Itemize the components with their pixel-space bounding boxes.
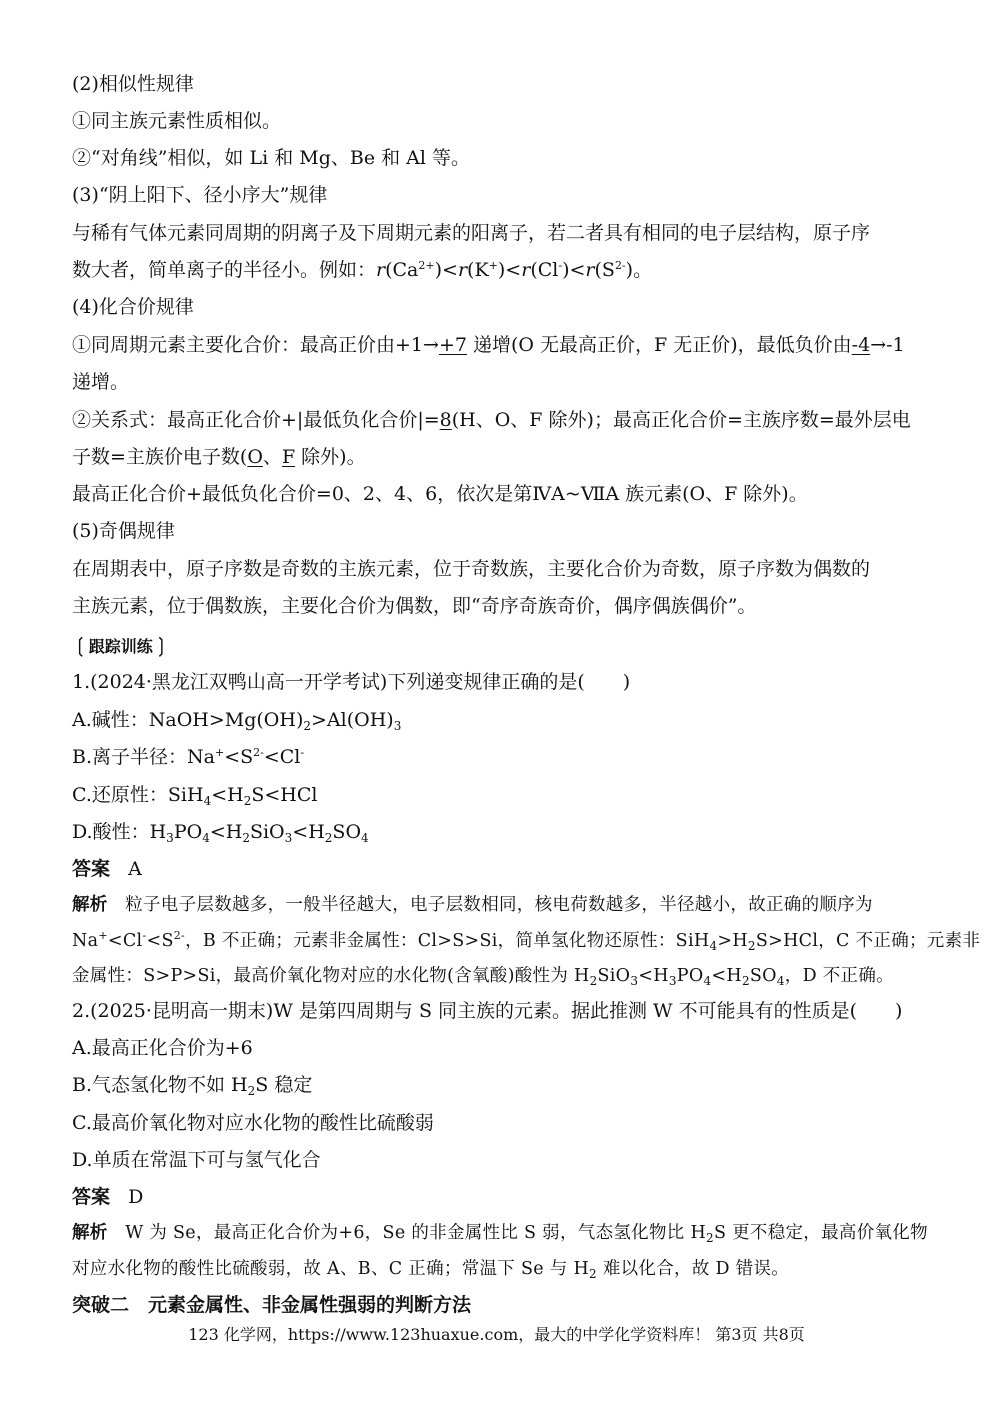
paragraph-valence-line1: ①同周期元素主要化合价：最高正价由+1→+7 递增(O 无最高正价，F 无正价)，最低负价由-4→-1: [72, 334, 905, 356]
paragraph-diagonal: ②“对角线”相似，如 Li 和 Mg、Be 和 Al 等。: [72, 147, 470, 169]
question-2-option-b: B.气态氢化物不如 $H_2S$ 稳定: [72, 1074, 313, 1098]
section-title-odd-even: (5)奇偶规律: [72, 520, 175, 542]
paragraph-valence-sum: 最高正化合价+最低负化合价=0、2、4、6，依次是第ⅣA~ⅦA 族元素(O、F 除外)。: [72, 483, 808, 505]
section-title-valence: (4)化合价规律: [72, 296, 194, 318]
question-1-explanation-line3: 金属性：S>P>Si，最高价氧化物对应的水化物(含氧酸)酸性为 $H_2SiO_3<H_3PO_4<H_2SO_4$，D 不正确。: [72, 966, 894, 988]
question-2-option-d: D.单质在常温下可与氢气化合: [72, 1149, 321, 1171]
question-1-stem: 1.(2024·黑龙江双鸭山高一开学考试)下列递变规律正确的是( ): [72, 671, 631, 693]
question-1-option-b: B.离子半径：$Na^+<S^{2-}<Cl^-$: [72, 746, 305, 768]
paragraph-odd-even-line1: 在周期表中，原子序数是奇数的主族元素，位于奇数族，主要化合价为奇数，原子序数为偶数的: [72, 558, 871, 580]
paragraph-valence-line2: 递增。: [72, 371, 130, 393]
paragraph-ion-radius-line2: 数大者，简单离子的半径小。例如：$r(Ca^{2+})<r(K^+)<r(Cl^-)<r(S^{2-})$。: [72, 259, 653, 281]
question-2-stem: 2.(2025·昆明高一期末)W 是第四周期与 S 同主族的元素。据此推测 W 不可能具有的性质是( ): [72, 1000, 903, 1022]
question-2-option-a: A.最高正化合价为+6: [72, 1037, 253, 1059]
paragraph-same-group: ①同主族元素性质相似。: [72, 110, 282, 132]
question-1-explanation-line2: $Na^+<Cl^-<S^{2-}$，B 不正确；元素非金属性：Cl>S>Si，简单氢化物还原性：$SiH_4>H_2S>HCl$，C 不正确；元素非: [72, 929, 981, 953]
page-footer: 123 化学网，https://www.123huaxue.com，最大的中学化学资料库！ 第3页 共8页: [188, 1325, 805, 1344]
practice-label: ❲跟踪训练❳: [72, 633, 170, 657]
paragraph-odd-even-line2: 主族元素，位于偶数族，主要化合价为偶数，即“奇序奇族奇价，偶序偶族偶价”。: [72, 595, 757, 617]
paragraph-relation-line2: 子数=主族价电子数(O、F 除外)。: [72, 446, 366, 468]
section-heading-breakthrough-2: 突破二 元素金属性、非金属性强弱的判断方法: [72, 1294, 472, 1316]
paragraph-ion-radius-line1: 与稀有气体元素同周期的阴离子及下周期元素的阳离子，若二者具有相同的电子层结构，原子序: [72, 222, 871, 244]
question-1-option-a: A.碱性：$NaOH>Mg(OH)_2>Al(OH)_3$: [72, 709, 402, 733]
paragraph-relation-line1: ②关系式：最高正化合价+|最低负化合价|=8(H、O、F 除外)；最高正化合价=主族序数=最外层电: [72, 409, 911, 431]
question-2-explanation-line1: 解析 W 为 Se，最高正化合价为+6，Se 的非金属性比 S 弱，气态氢化物比 $H_2S$ 更不稳定，最高价氧化物: [72, 1223, 928, 1245]
question-1-explanation-line1: 解析 粒子电子层数越多，一般半径越大，电子层数相同，核电荷数越多，半径越小，故正确的顺序为: [72, 895, 873, 915]
section-title-similarity: (2)相似性规律: [72, 73, 194, 95]
question-1-option-d: D.酸性：$H_3PO_4<H_2SiO_3<H_2SO_4$: [72, 821, 369, 845]
section-title-ion-radius: (3)“阴上阳下、径小序大”规律: [72, 184, 328, 206]
question-2-explanation-line2: 对应水化物的酸性比硫酸弱，故 A、B、C 正确；常温下 Se 与 $H_2$ 难以化合，故 D 错误。: [72, 1259, 790, 1281]
question-2-answer: 答案 D: [72, 1186, 144, 1208]
question-1-option-c: C.还原性：$SiH_4<H_2S<HCl$: [72, 784, 318, 808]
question-2-option-c: C.最高价氧化物对应水化物的酸性比硫酸弱: [72, 1112, 434, 1134]
question-1-answer: 答案 A: [72, 858, 142, 880]
